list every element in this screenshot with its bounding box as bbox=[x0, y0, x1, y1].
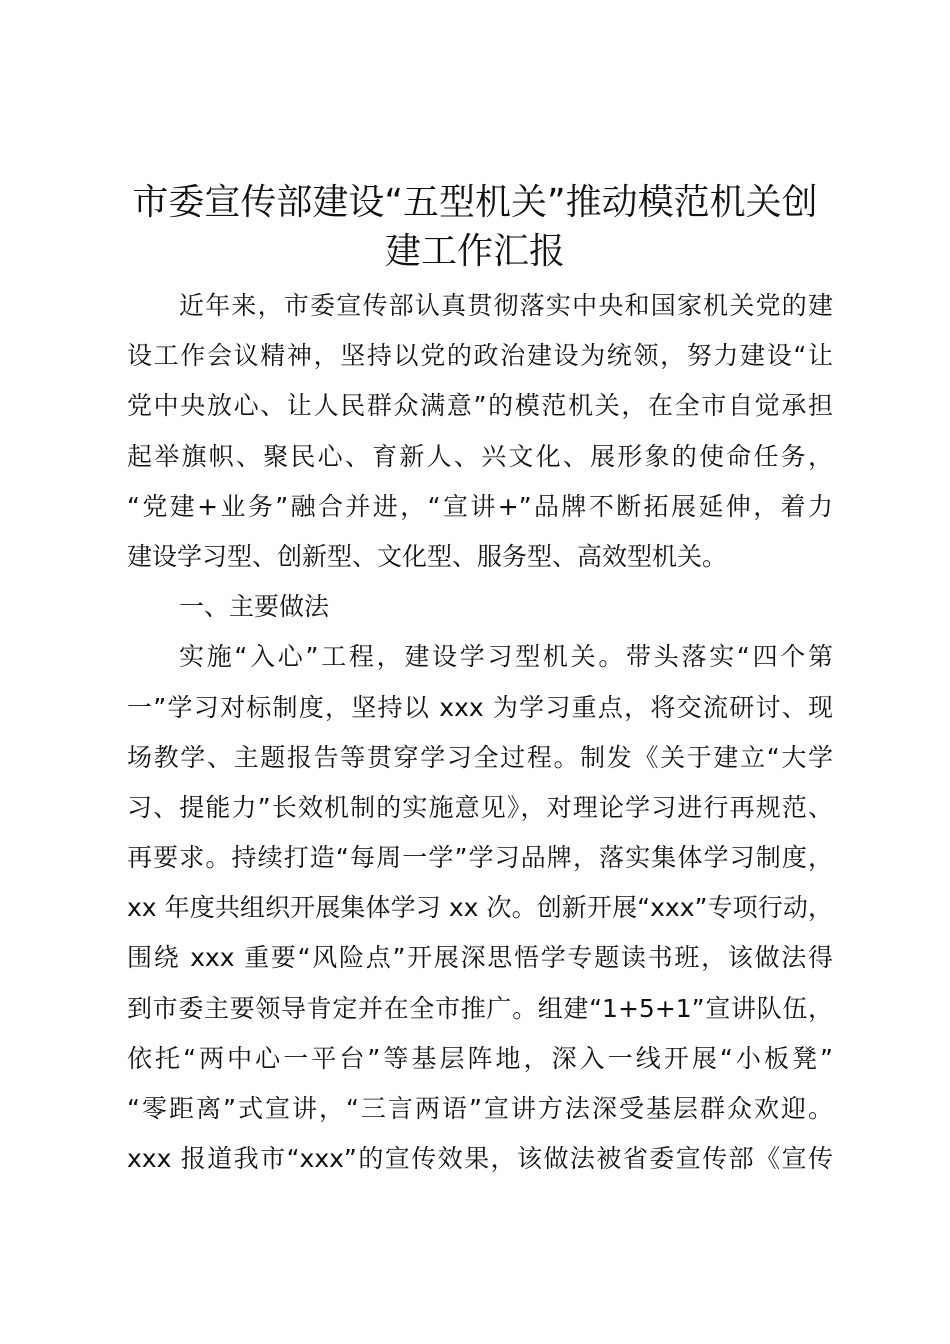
title-line-1: 市委宣传部建设“五型机关”推动模范机关创 bbox=[132, 182, 818, 223]
text-line: xxx 报道我市“xxx”的宣传效果，该做法被省委宣传部《宣传 bbox=[127, 1144, 833, 1174]
text-line: 习、提能力”长效机制的实施意见》，对理论学习进行再规范、 bbox=[127, 792, 833, 822]
text-line: “党建+业务”融合并进，“宣讲+”品牌不断拓展延伸，着力 bbox=[127, 491, 833, 521]
text-line: xx 年度共组织开展集体学习 xx 次。创新开展“xxx”专项行动， bbox=[127, 893, 833, 923]
text-line: 一”学习对标制度，坚持以 xxx 为学习重点，将交流研讨、现 bbox=[127, 692, 833, 722]
paragraph-intro bbox=[127, 281, 833, 582]
document-body bbox=[127, 281, 833, 1184]
text-line: 起举旗帜、聚民心、育新人、兴文化、展形象的使命任务， bbox=[127, 441, 833, 471]
section-heading-text: 一、主要做法 bbox=[179, 592, 330, 622]
text-line: 再要求。持续打造“每周一学”学习品牌，落实集体学习制度， bbox=[127, 843, 833, 873]
document-title bbox=[118, 178, 832, 276]
text-line: 依托“两中心一平台”等基层阵地，深入一线开展“小板凳” bbox=[127, 1043, 833, 1073]
text-line: “零距离”式宣讲，“三言两语”宣讲方法深受基层群众欢迎。 bbox=[127, 1094, 833, 1123]
text-line: 到市委主要领导肯定并在全市推广。组建“1+5+1”宣讲队伍， bbox=[127, 993, 833, 1023]
text-line: 近年来，市委宣传部认真贯彻落实中央和国家机关党的建 bbox=[179, 291, 833, 320]
text-line: 实施“入心”工程，建设学习型机关。带头落实“四个第 bbox=[179, 642, 833, 672]
text-line: 场教学、主题报告等贯穿学习全过程。制发《关于建立“大学 bbox=[127, 742, 833, 772]
text-line: 党中央放心、让人民群众满意”的模范机关，在全市自觉承担 bbox=[127, 391, 833, 421]
section-heading bbox=[127, 582, 833, 632]
title-line-2: 建工作汇报 bbox=[384, 231, 565, 272]
text-line: 建设学习型、创新型、文化型、服务型、高效型机关。 bbox=[127, 541, 728, 571]
text-line: 围绕 xxx 重要“风险点”开展深思悟学专题读书班，该做法得 bbox=[127, 943, 833, 973]
text-line: 设工作会议精神，坚持以党的政治建设为统领，努力建设“让 bbox=[127, 341, 833, 371]
paragraph-practice bbox=[127, 632, 833, 1184]
